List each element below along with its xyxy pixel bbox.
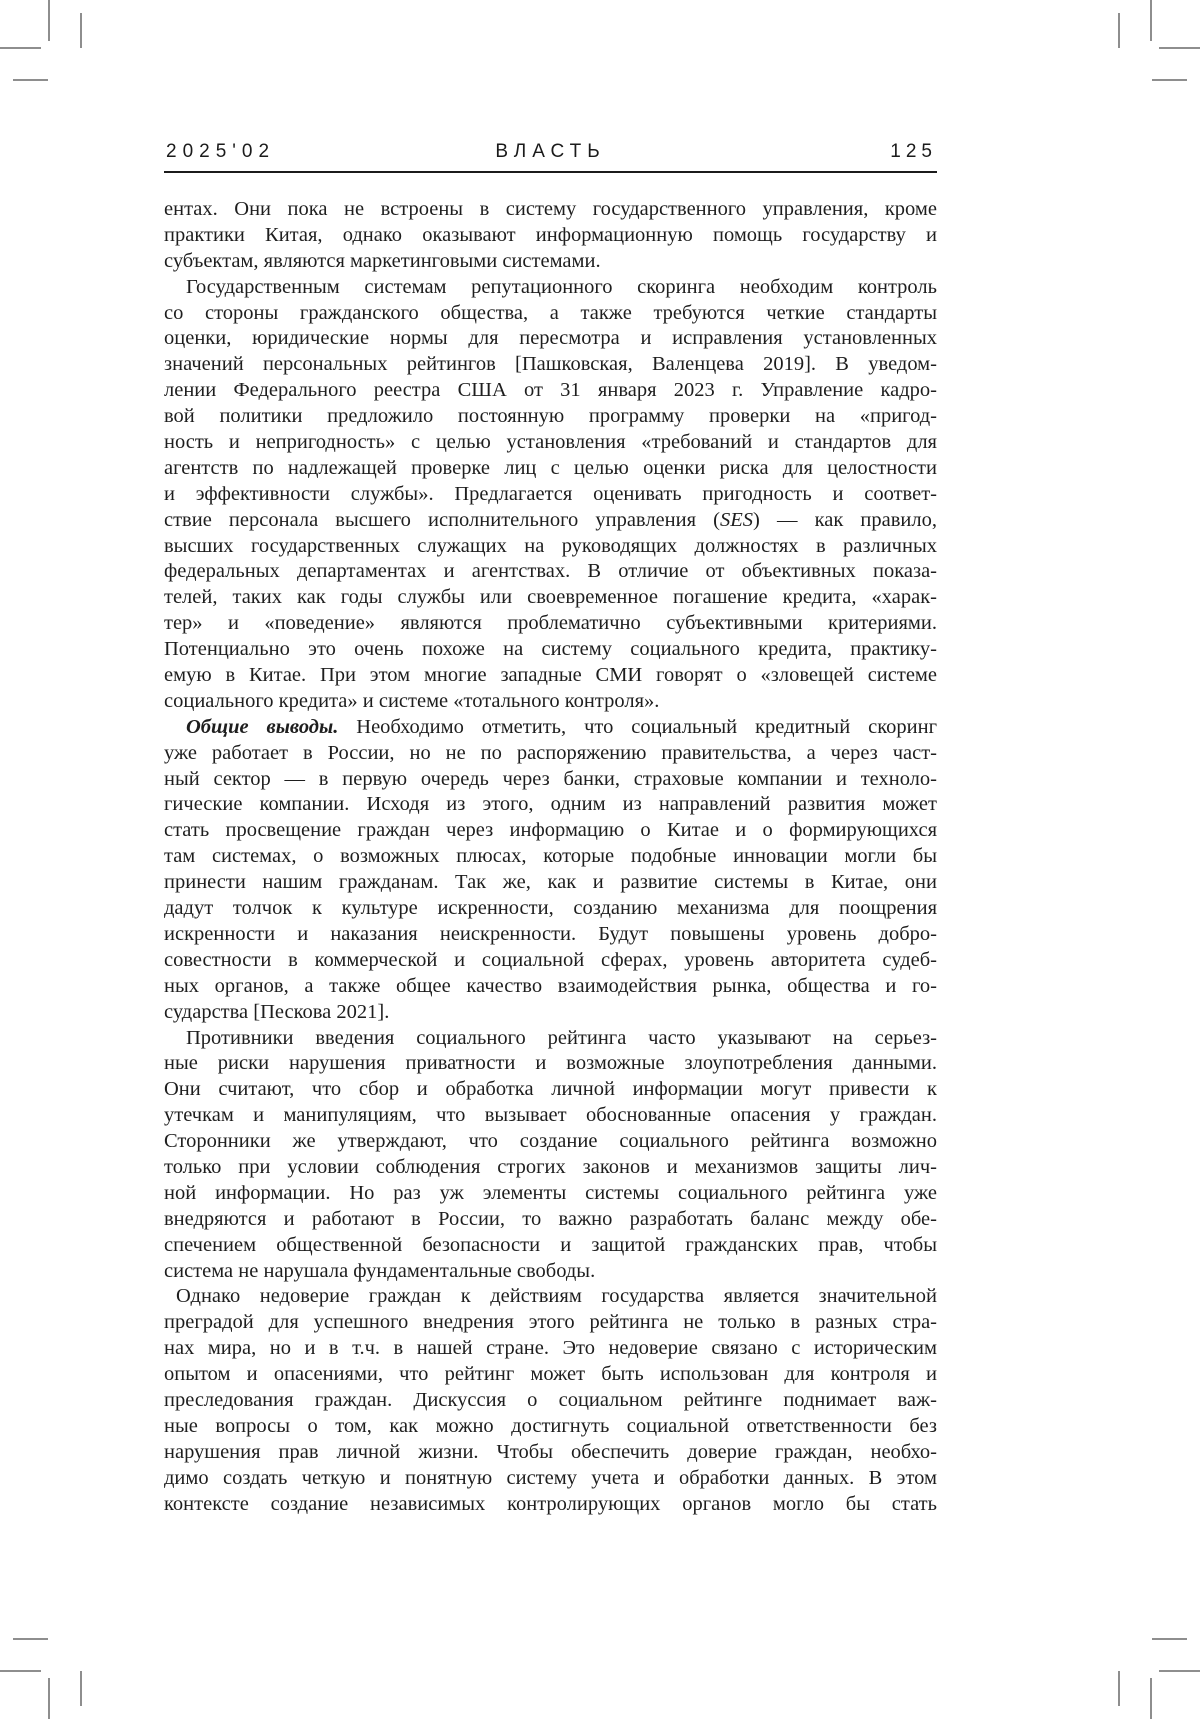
text-line: ной информации. Но раз уж элементы системы социального рейтинга уже <box>164 1181 937 1204</box>
crop-mark <box>0 47 41 49</box>
text-line: совестности в коммерческой и социальной сферах, уровень авторитета судеб- <box>164 948 937 971</box>
text-line: высших государственных служащих на руководящих должностях в различных <box>164 534 937 557</box>
paragraph <box>164 275 937 715</box>
text-line: уже работает в России, но не по распоряжению правительства, а через част- <box>164 741 937 764</box>
header-page-number: 125 <box>890 141 937 162</box>
text-line: федеральных департаментах и агентствах. В отличие от объективных показа- <box>164 560 937 583</box>
crop-mark <box>1152 79 1187 81</box>
text-line: телей, таких как годы службы или своевременное погашение кредита, «харак- <box>164 586 937 609</box>
text-line: нах мира, но и в т.ч. в нашей стране. Это недоверие связано с историческим <box>164 1337 937 1360</box>
text-line: опытом и опасениями, что рейтинг может быть использован для контроля и <box>164 1363 937 1386</box>
text-line: ные вопросы о том, как можно достигнуть социальной ответственности без <box>164 1414 937 1437</box>
text-line: нарушения прав личной жизни. Чтобы обеспечить доверие граждан, необхо- <box>164 1440 937 1463</box>
text-line: контексте создание независимых контролирующих органов могло бы стать <box>164 1492 937 1515</box>
crop-mark <box>13 79 48 81</box>
text-line: ные риски нарушения приватности и возможные злоупотребления данными. <box>164 1052 937 1075</box>
header-rule <box>164 171 937 173</box>
text-line: значений персональных рейтингов [Пашковская, Валенцева 2019]. В уведом- <box>164 353 937 376</box>
text-line: принести нашим гражданам. Так же, как и развитие системы в Китае, они <box>164 871 937 894</box>
text-line: Однако недоверие граждан к действиям государства является значительной <box>176 1285 937 1308</box>
text-line: социального кредита» и системе «тотального контроля». <box>164 689 660 712</box>
crop-mark <box>1152 1638 1187 1640</box>
article-body <box>164 197 937 1517</box>
paragraph <box>164 715 937 1026</box>
header-journal-title: ВЛАСТЬ <box>495 141 606 162</box>
text-line: тер» и «поведение» являются проблематично субъективными критериями. <box>164 612 937 635</box>
text-line: только при условии соблюдения строгих законов и механизмов защиты лич- <box>164 1155 937 1178</box>
crop-mark <box>1118 1671 1120 1706</box>
text-line: искренности и наказания неискренности. Будут повышены уровень добро- <box>164 922 937 945</box>
text-line: ствие персонала высшего исполнительного управления (SES) — как правило, <box>164 508 938 531</box>
text-line: ность и непригодность» с целью установления «требований и стандартов для <box>164 431 937 454</box>
text-line: и эффективности службы». Предлагается оценивать пригодность и соответ- <box>164 482 937 505</box>
text-line: субъектам, являются маркетинговыми системами. <box>164 249 601 272</box>
header-issue-label: 2025'02 <box>166 141 276 162</box>
text-line: вой политики предложило постоянную программу проверки на «пригод- <box>164 405 937 428</box>
text-line: емую в Китае. При этом многие западные СМИ говорят о «зловещей системе <box>164 664 937 687</box>
text-line: дадут толчок к культуре искренности, созданию механизма для поощрения <box>164 897 937 920</box>
text-line: преградой для успешного внедрения этого рейтинга не только в разных стра- <box>164 1311 937 1334</box>
text-line: Они считают, что сбор и обработка личной информации могут привести к <box>164 1078 937 1101</box>
text-line: Общие выводы. Необходимо отметить, что социальный кредитный скоринг <box>186 715 937 738</box>
text-line: ных органов, а также общее качество взаимодействия рынка, общества и го- <box>164 974 937 997</box>
crop-mark <box>1150 0 1152 41</box>
crop-mark <box>80 13 82 48</box>
text-line: Противники введения социального рейтинга часто указывают на серьез- <box>186 1026 937 1049</box>
crop-mark <box>1118 13 1120 48</box>
crop-mark <box>48 0 50 41</box>
crop-mark <box>1159 1670 1200 1672</box>
text-line: утечкам и манипуляциям, что вызывает обоснованные опасения у граждан. <box>164 1104 937 1127</box>
text-line: лении Федерального реестра США от 31 января 2023 г. Управление кадро- <box>164 379 937 402</box>
text-line: ентах. Они пока не встроены в систему государственного управления, кроме <box>164 198 937 220</box>
text-line: димо создать четкую и понятную систему учета и обработки данных. В этом <box>164 1466 937 1489</box>
crop-mark <box>0 1670 41 1672</box>
paragraph <box>164 1284 937 1517</box>
text-line: Потенциально это очень похоже на систему социального кредита, практику- <box>164 638 937 661</box>
text-line: внедряются и работают в России, то важно разработать баланс между обе- <box>164 1207 937 1230</box>
text-line: практики Китая, однако оказывают информационную помощь государству и <box>164 223 937 246</box>
crop-mark <box>13 1638 48 1640</box>
paragraph <box>164 197 937 275</box>
text-line: спечением общественной безопасности и защитой гражданских прав, чтобы <box>164 1233 937 1256</box>
crop-mark <box>1159 47 1200 49</box>
text-line: там системах, о возможных плюсах, которые подобные инновации могли бы <box>164 845 937 868</box>
text-line: оценки, юридические нормы для пересмотра и исправления установленных <box>164 327 937 350</box>
text-line: стать просвещение граждан через информацию о Китае и о формирующихся <box>164 819 937 842</box>
paragraph <box>164 1026 937 1285</box>
text-line: Сторонники же утверждают, что создание социального рейтинга возможно <box>164 1130 937 1153</box>
crop-mark <box>48 1678 50 1719</box>
text-line: сударства [Пескова 2021]. <box>164 1000 390 1023</box>
text-line: Государственным системам репутационного скоринга необходим контроль <box>186 275 937 298</box>
text-line: преследования граждан. Дискуссия о социальном рейтинге поднимает важ- <box>164 1388 937 1411</box>
crop-mark <box>80 1671 82 1706</box>
crop-mark <box>1150 1678 1152 1719</box>
text-line: со стороны гражданского общества, а также требуются четкие стандарты <box>164 301 937 324</box>
text-line: система не нарушала фундаментальные свободы. <box>164 1259 596 1282</box>
text-line: гические компании. Исходя из этого, одним из направлений развития может <box>164 793 937 816</box>
text-line: агентств по надлежащей проверке лиц с целью оценки риска для целостности <box>164 456 937 479</box>
text-line: ный сектор — в первую очередь через банки, страховые компании и техноло- <box>164 767 937 790</box>
